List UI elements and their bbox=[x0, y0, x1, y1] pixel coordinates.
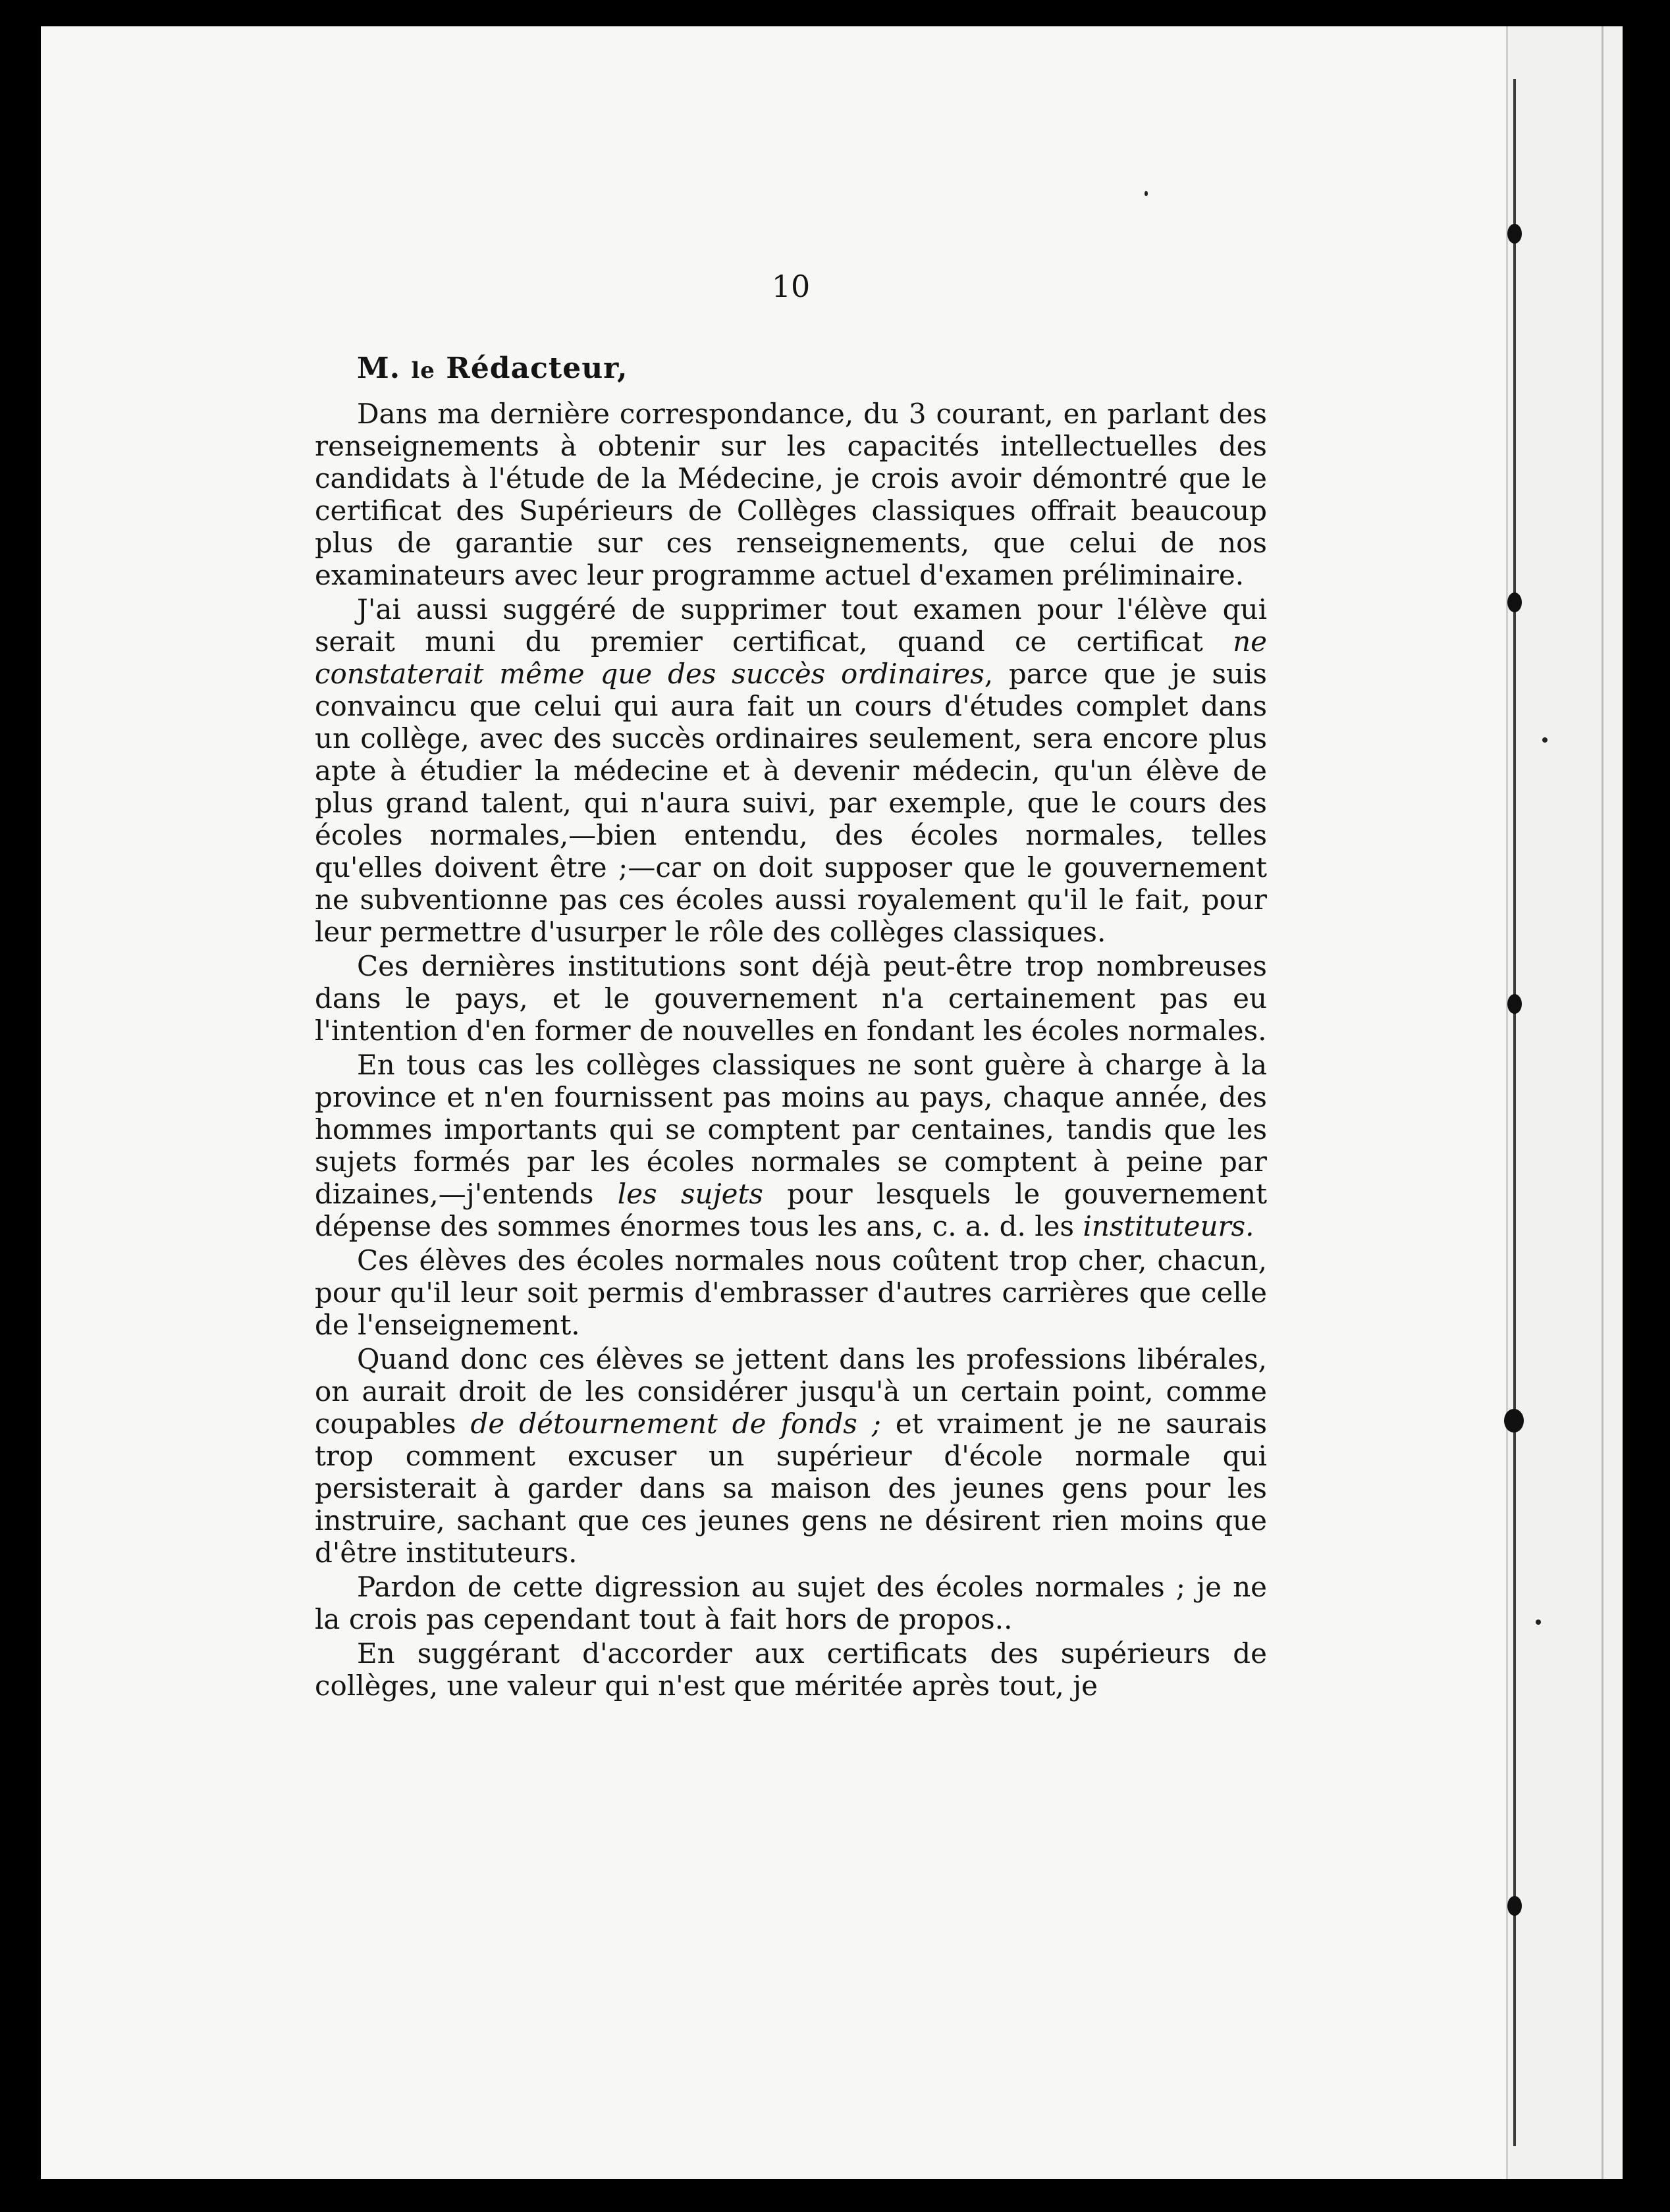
italic-run: de détournement de fonds ; bbox=[470, 1408, 881, 1440]
text-run: En suggérant d'accorder aux certificats des supérieurs de collèges, une valeur qui n'est que méritée après tout, je bbox=[315, 1637, 1267, 1702]
binding-knot bbox=[1507, 592, 1522, 612]
text-run: J'ai aussi suggéré de supprimer tout examen pour l'élève qui serait muni du premier certificat, quand ce certificat bbox=[315, 593, 1267, 658]
binding-knot bbox=[1507, 1896, 1522, 1916]
text-run: , parce que je suis convaincu que celui qui aura fait un cours d'études complet dans un collège, avec des succès ordinaires seulement, sera encore plus apte à étudier la médecine et à devenir médecin, qu'un élève de plus grand talent, qui n'aura suivi, par exemple, que le cours des écoles normales,—bien entendu, des écoles normales, telles qu'elles doivent être ;—car on doit supposer que le gouvernement ne subventionne pas ces écoles aussi royalement qu'il le fait, pour leur permettre d'usurper le rôle des collèges classiques. bbox=[315, 658, 1267, 948]
paragraph bbox=[315, 1343, 1267, 1569]
binding-knot bbox=[1507, 994, 1522, 1014]
page-edge-line bbox=[1602, 26, 1603, 2179]
binding-knot bbox=[1504, 1409, 1524, 1433]
ink-speck bbox=[1536, 1620, 1541, 1625]
italic-run: instituteurs. bbox=[1083, 1210, 1254, 1242]
paragraph bbox=[315, 398, 1267, 591]
text-run: Ces élèves des écoles normales nous coûtent trop cher, chacun, pour qu'il leur soit permis d'embrasser d'autres carrières que celle de l'enseignement. bbox=[315, 1244, 1267, 1341]
paragraph bbox=[315, 1637, 1267, 1702]
paragraph bbox=[315, 1571, 1267, 1635]
ink-speck bbox=[1145, 191, 1148, 196]
text-run: Dans ma dernière correspondance, du 3 courant, en parlant des renseignements à obtenir sur les capacités intellectuelles des candidats à l'étude de la Médecine, je crois avoir démontré que le certificat des Supérieurs de Collèges classiques offrait beaucoup plus de garantie sur ces renseignements, que celui de nos examinateurs avec leur programme actuel d'examen préliminaire. bbox=[315, 398, 1267, 591]
text-run: Quand donc ces élèves se jettent dans les professions libérales, on aurait droit de les considérer jusqu'à un certain point, comme coupables bbox=[315, 1343, 1267, 1440]
text-run: En tous cas les collèges classiques ne sont guère à charge à la province et n'en fournissent pas moins au pays, chaque année, des hommes importants qui se comptent par centaines, tandis que les sujets formés par les écoles normales se comptent à peine par dizaines,—j'entends bbox=[315, 1049, 1267, 1210]
page-gutter bbox=[1506, 26, 1623, 2179]
binding-knot bbox=[1507, 224, 1522, 244]
letter-body bbox=[315, 398, 1267, 1702]
paragraph bbox=[315, 1244, 1267, 1341]
binding-thread bbox=[1513, 79, 1516, 2146]
text-run: pour lesquels le gouvernement dépense des sommes énormes tous les ans, c. a. d. les bbox=[315, 1178, 1267, 1242]
ink-speck bbox=[1542, 737, 1548, 743]
italic-run: les sujets bbox=[617, 1178, 763, 1210]
text-run: et vraiment je ne saurais trop comment excuser un supérieur d'école normale qui persisterait à garder dans sa maison des jeunes gens pour les instruire, sachant que ces jeunes gens ne désirent rien moins que d'être instituteurs. bbox=[315, 1408, 1267, 1569]
text-run: Ces dernières institutions sont déjà peut-être trop nombreuses dans le pays, et le gouvernement n'a certainement pas eu l'intention d'en former de nouvelles en fondant les écoles normales. bbox=[315, 950, 1267, 1047]
paragraph bbox=[315, 950, 1267, 1047]
text-run: Pardon de cette digression au sujet des écoles normales ; je ne la crois pas cependant tout à fait hors de propos.. bbox=[315, 1571, 1267, 1635]
salutation: M. le Rédacteur, bbox=[357, 352, 628, 385]
italic-run: ne constaterait même que des succès ordinaires bbox=[315, 625, 1267, 690]
page-number: 10 bbox=[771, 269, 811, 304]
paragraph bbox=[315, 593, 1267, 948]
paragraph bbox=[315, 1049, 1267, 1242]
letter-text bbox=[315, 227, 1267, 1704]
